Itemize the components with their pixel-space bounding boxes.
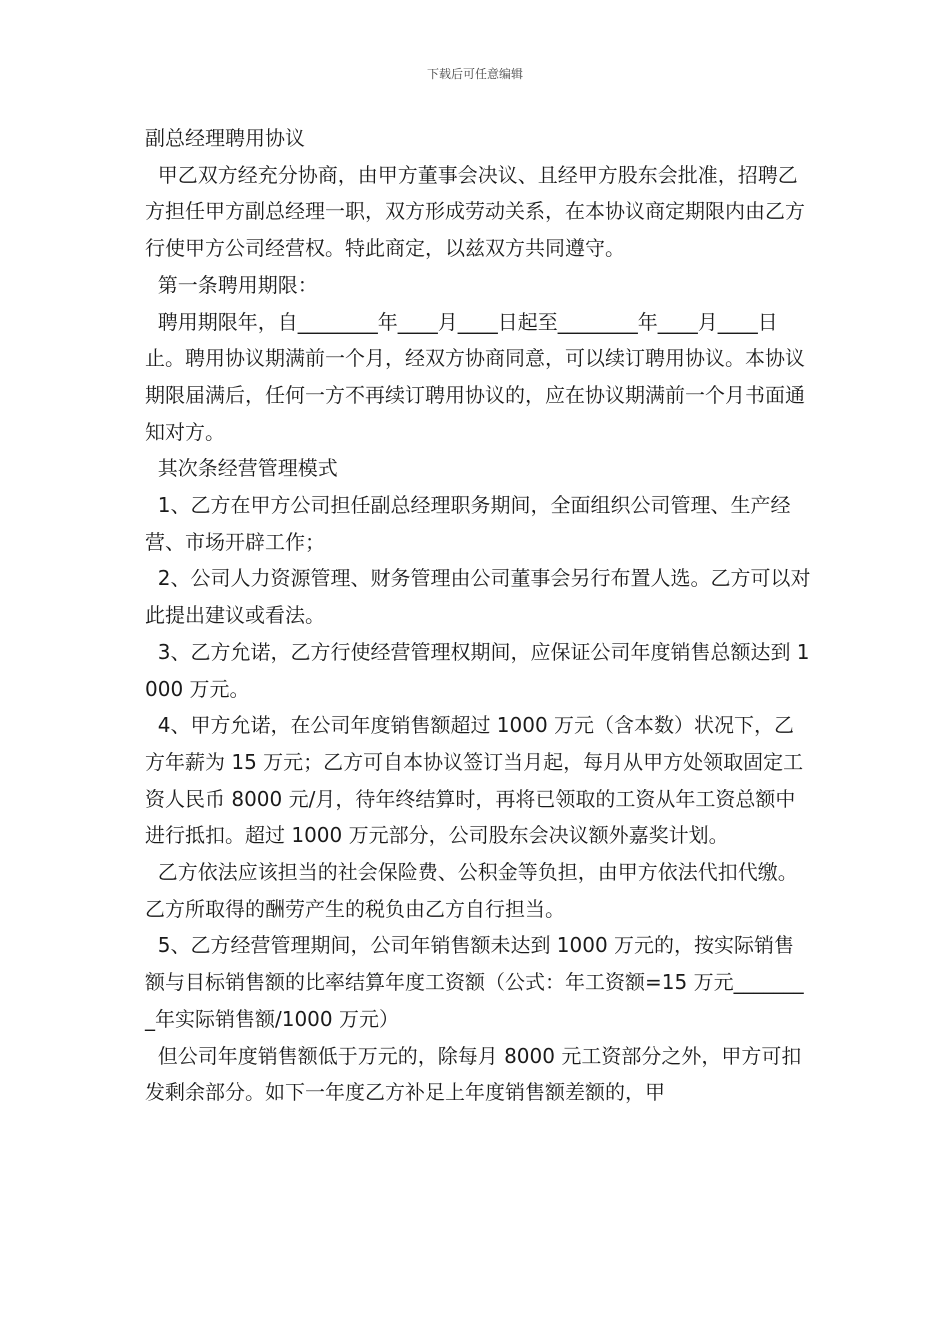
heading-article-1: 第一条聘用期限： <box>145 272 318 297</box>
clause-2: 2、公司人力资源管理、财务管理由公司董事会另行布置人选。乙方可以对此提出建议或看法。 <box>145 566 811 628</box>
document-title: 副总经理聘用协议 <box>145 126 305 150</box>
paragraph-intro: 甲乙双方经充分协商，由甲方董事会决议、且经甲方股东会批准，招聘乙方担任甲方副总经理一职，双方形成劳动关系，在本协议商定期限内由乙方行使甲方公司经营权。特此商定，以兹双方共同遵守。 <box>145 162 805 261</box>
page-header-note: 下载后可任意编辑 <box>426 67 523 81</box>
clause-1: 1、乙方在甲方公司担任副总经理职务期间，全面组织公司管理、生产经营、市场开辟工作； <box>145 493 791 554</box>
paragraph-social-insurance: 乙方依法应该担当的社会保险费、公积金等负担，由甲方依法代扣代缴。乙方所取得的酬劳产生的税负由乙方自行担当。 <box>145 860 798 921</box>
paragraph-deduction: 但公司年度销售额低于万元的，除每月 8000 元工资部分之外，甲方可扣发剩余部分。如下一年度乙方补足上年度销售额差额的，甲 <box>145 1043 802 1105</box>
document-body <box>145 120 813 1111</box>
clause-5: 5、乙方经营管理期间，公司年销售额未达到 1000 万元的，按实际销售额与目标销售额的比率结算年度工资额（公式：年工资额=15 万元________年实际销售额/1000 万元） <box>145 933 804 1031</box>
clause-4: 4、甲方允诺，在公司年度销售额超过 1000 万元（含本数）状况下，乙方年薪为 15 万元；乙方可自本协议签订当月起，每月从甲方处领取固定工资人民币 8000 元/月，待年终结算时，再将已领取的工资从年工资总额中进行抵扣。超过 1000 万元部分，公司股东会决议额外嘉奖计划。 <box>145 713 804 848</box>
heading-article-2: 其次条经营管理模式 <box>145 456 338 481</box>
paragraph-term: 聘用期限年，自________年____月____日起至________年____月____日止。聘用协议期满前一个月，经双方协商同意，可以续订聘用协议。本协议期限届满后，任何一方不再续订聘用协议的，应在协议期满前一个月书面通知对方。 <box>145 309 805 444</box>
clause-3: 3、乙方允诺，乙方行使经营管理权期间，应保证公司年度销售总额达到 1000 万元。 <box>145 639 810 701</box>
